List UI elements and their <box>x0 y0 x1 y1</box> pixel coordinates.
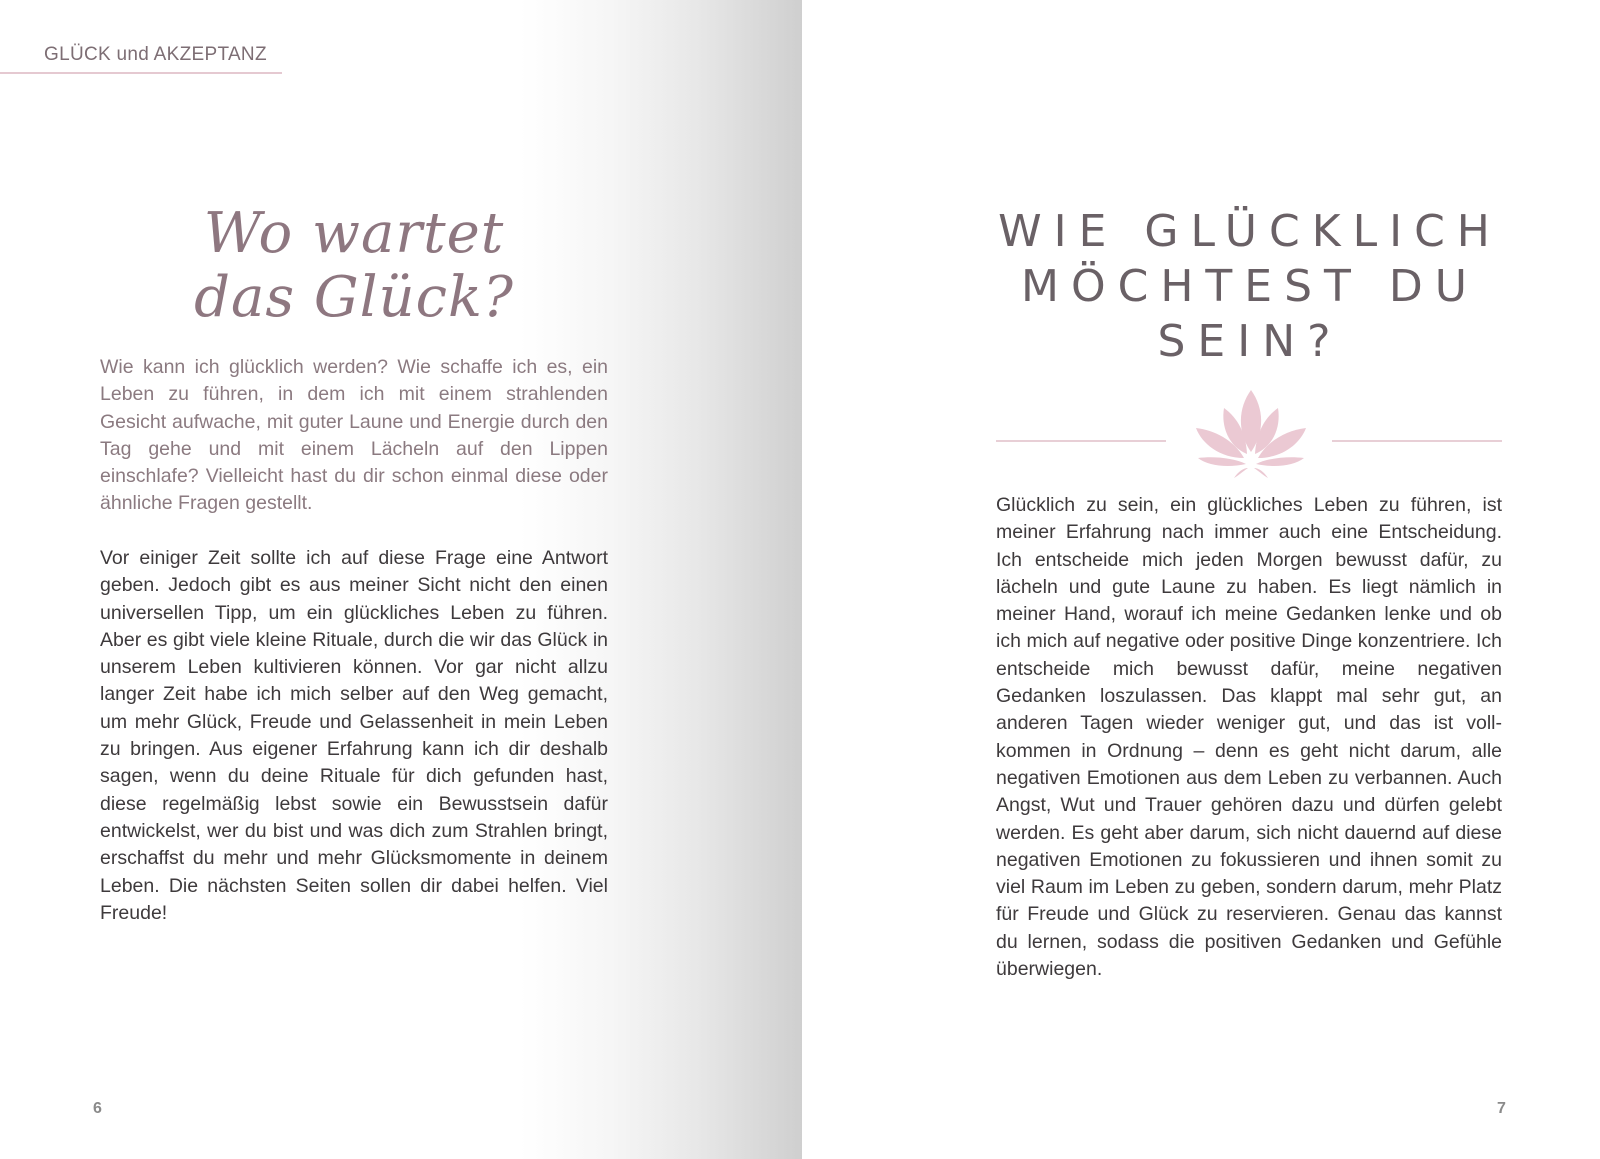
ornament-line-right <box>1332 440 1502 442</box>
caps-title-line-1: WIE GLÜCKLICH <box>998 206 1502 257</box>
script-title <box>100 202 608 330</box>
script-title-line-1: Wo wartet <box>203 201 505 266</box>
lotus-icon <box>1188 388 1314 480</box>
page-number-right: 7 <box>1497 1100 1506 1117</box>
caps-title-line-3: SEIN? <box>1157 316 1343 367</box>
caps-title <box>982 204 1518 369</box>
caps-title-line-2: MÖCHTEST DU <box>1021 261 1479 312</box>
page-number-left: 6 <box>93 1100 102 1117</box>
left-body-paragraph: Vor einiger Zeit sollte ich auf diese Frage eine Antwort geben. Jedoch gibt es aus meiner Sicht nicht den einen universellen Tipp, um ein glückliches Leben zu führen. Aber es gibt viele kleine Rituale, durch die wir das Glück in unserem Leben kultivieren können. Vor gar nicht allzu langer Zeit habe ich mich selber auf den Weg gemacht, um mehr Glück, Freude und Gelassenheit in mein Leben zu bringen. Aus eigener Erfahrung kann ich dir deshalb sagen, wenn du deine Rituale für dich gefunden hast, diese regelmäßig lebst sowie ein Bewusstsein dafür entwickelst, wer du bist und was dich zum Strahlen bringt, erschaffst du mehr und mehr Glücksmomente in deinem Leben. Die nächsten Seiten sollen dir dabei helfen. Viel Freude! <box>100 547 608 924</box>
script-title-line-2: das Glück? <box>194 265 514 330</box>
ornament-line-left <box>996 440 1166 442</box>
running-header-rule <box>0 72 282 74</box>
right-body-paragraph: Glücklich zu sein, ein glückliches Leben zu führen, ist meiner Erfahrung nach immer auch eine Entscheidung. Ich entscheide mich jeden Morgen bewusst dafür, zu lächeln und gute Laune zu haben. Es liegt nämlich in meiner Hand, worauf ich meine Gedanken lenke und ob ich mich auf negative oder positive Dinge konzentriere. Ich entscheide mich bewusst dafür, meine negativen Gedanken loszulassen. Das klappt mal sehr gut, an anderen Tagen wieder weniger gut, und das ist vollkommen in Ordnung – denn es geht nicht darum, alle negativen Emotionen aus dem Leben zu verbannen. Auch Angst, Wut und Trauer gehören dazu und dürfen gelebt werden. Es geht aber darum, sich nicht dauernd auf diese negativen Emotionen zu fokussieren und ihnen somit zu viel Raum im Leben zu geben, sondern darum, mehr Platz für Freude und Glück zu reservieren. Genau das kannst du lernen, sodass die positiven Gedanken und Gefühle überwiegen. <box>996 494 1502 981</box>
running-header: GLÜCK und AKZEPTANZ <box>44 44 267 65</box>
intro-paragraph: Wie kann ich glücklich werden? Wie schaffe ich es, ein Leben zu führen, in dem ich mit einem strahlenden Gesicht aufwache, mit guter Laune und Energie durch den Tag gehe und mit einem Lächeln auf den Lippen einschlafe? Vielleicht hast du dir schon einmal diese oder ähnliche Fragen gestellt. <box>100 356 608 515</box>
